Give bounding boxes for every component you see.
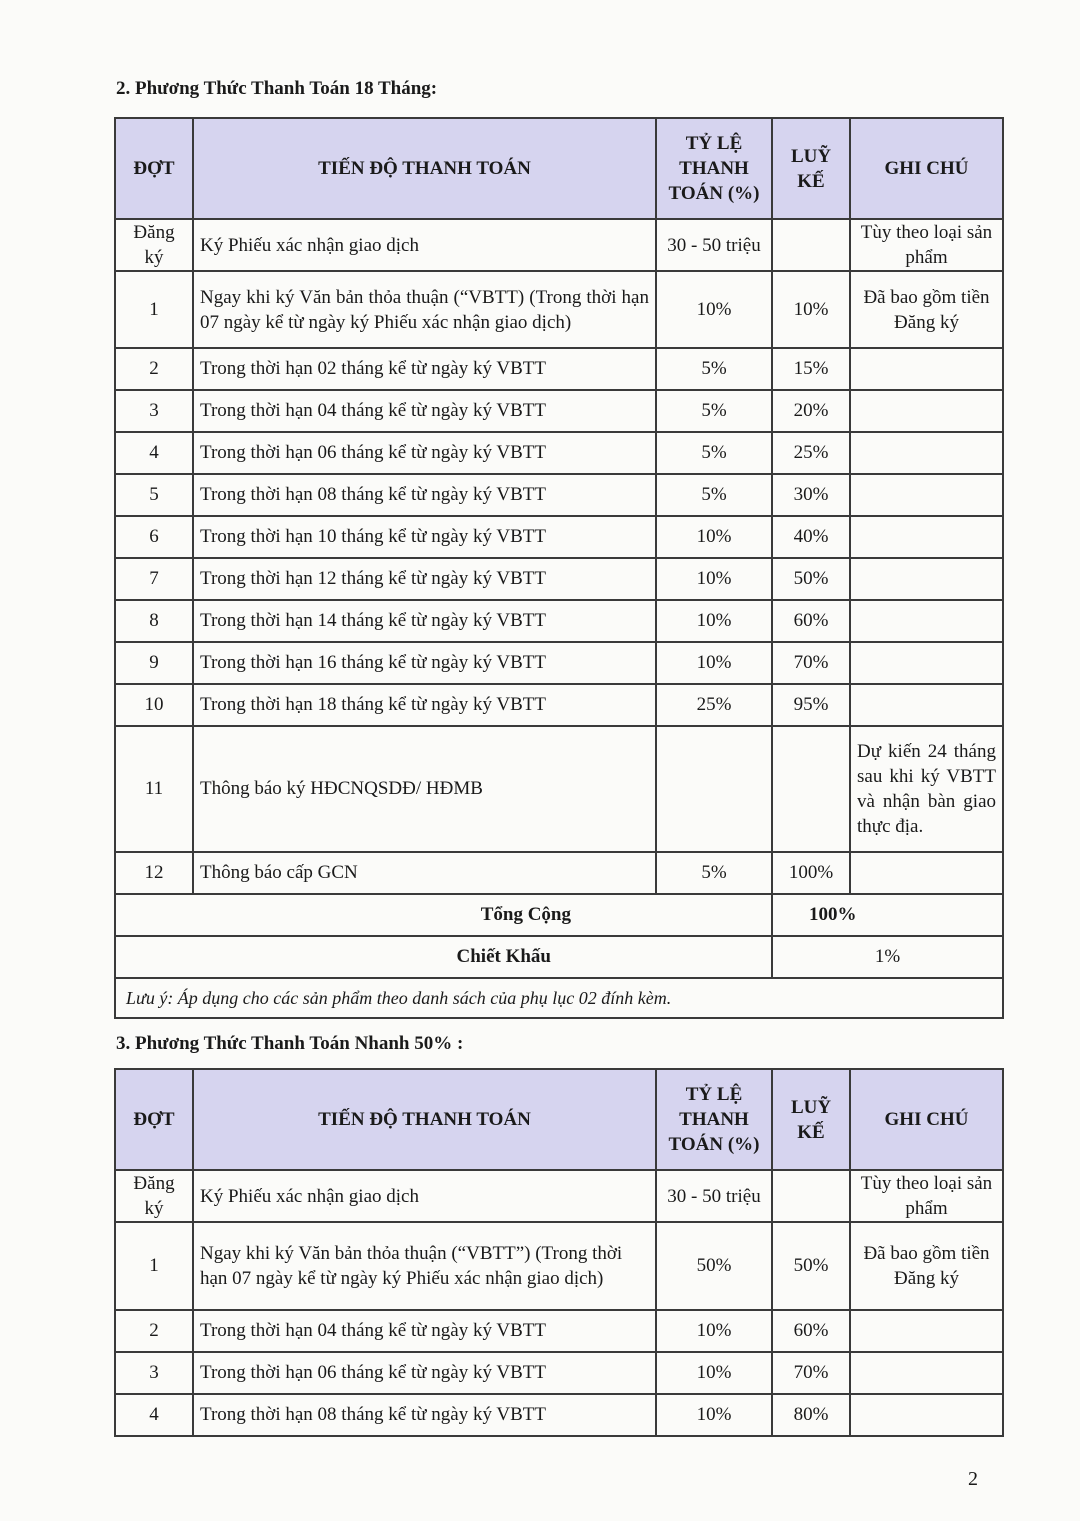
cell-luy-ke: 40% bbox=[772, 516, 850, 558]
cell-tien-do: Trong thời hạn 06 tháng kể từ ngày ký VBTT bbox=[193, 432, 656, 474]
cell-tien-do: Thông báo ký HĐCNQSDĐ/ HĐMB bbox=[193, 726, 656, 852]
cell-ghi-chu bbox=[850, 1352, 1003, 1394]
cell-ghi-chu: Tùy theo loại sản phẩm bbox=[850, 219, 1003, 271]
cell-ty-le: 5% bbox=[656, 390, 772, 432]
cell-dot: Đăng ký bbox=[115, 1170, 193, 1222]
cell-ty-le: 50% bbox=[656, 1222, 772, 1310]
cell-luy-ke: 30% bbox=[772, 474, 850, 516]
cell-ty-le: 10% bbox=[656, 516, 772, 558]
payment-table-18-months bbox=[114, 117, 1004, 1019]
cell-luy-ke: 95% bbox=[772, 684, 850, 726]
table-row bbox=[115, 1222, 1003, 1310]
header-ty-le: TỶ LỆ THANH TOÁN (%) bbox=[656, 118, 772, 219]
cell-tien-do: Trong thời hạn 18 tháng kể từ ngày ký VBTT bbox=[193, 684, 656, 726]
cell-ghi-chu bbox=[850, 852, 1003, 894]
cell-dot: 11 bbox=[115, 726, 193, 852]
cell-ty-le: 5% bbox=[656, 348, 772, 390]
cell-ty-le: 10% bbox=[656, 1310, 772, 1352]
discount-row bbox=[115, 936, 1003, 978]
cell-tien-do: Trong thời hạn 08 tháng kể từ ngày ký VBTT bbox=[193, 1394, 656, 1436]
table-row bbox=[115, 558, 1003, 600]
cell-ghi-chu bbox=[850, 600, 1003, 642]
cell-dot: 4 bbox=[115, 1394, 193, 1436]
table-row bbox=[115, 474, 1003, 516]
cell-ghi-chu bbox=[850, 558, 1003, 600]
table-row bbox=[115, 516, 1003, 558]
cell-tien-do: Trong thời hạn 02 tháng kể từ ngày ký VBTT bbox=[193, 348, 656, 390]
cell-tien-do: Trong thời hạn 12 tháng kể từ ngày ký VBTT bbox=[193, 558, 656, 600]
header-ghi-chu: GHI CHÚ bbox=[850, 118, 1003, 219]
cell-luy-ke bbox=[772, 1170, 850, 1222]
total-value: 100% bbox=[772, 894, 1003, 936]
section-2-title: 2. Phương Thức Thanh Toán 18 Tháng: bbox=[116, 78, 438, 99]
note-text: Lưu ý: Áp dụng cho các sản phẩm theo danh sách của phụ lục 02 đính kèm. bbox=[115, 978, 1003, 1018]
cell-ty-le: 10% bbox=[656, 271, 772, 348]
cell-ghi-chu: Đã bao gồm tiền Đăng ký bbox=[850, 271, 1003, 348]
note-row bbox=[115, 978, 1003, 1018]
cell-ghi-chu: Tùy theo loại sản phẩm bbox=[850, 1170, 1003, 1222]
table-row bbox=[115, 1394, 1003, 1436]
cell-dot: 1 bbox=[115, 271, 193, 348]
cell-luy-ke: 50% bbox=[772, 558, 850, 600]
header-dot: ĐỢT bbox=[115, 1069, 193, 1170]
table-header-row bbox=[115, 1069, 1003, 1170]
cell-luy-ke: 10% bbox=[772, 271, 850, 348]
discount-value: 1% bbox=[772, 936, 1003, 978]
cell-luy-ke: 80% bbox=[772, 1394, 850, 1436]
cell-tien-do: Trong thời hạn 04 tháng kể từ ngày ký VBTT bbox=[193, 1310, 656, 1352]
cell-luy-ke: 50% bbox=[772, 1222, 850, 1310]
cell-luy-ke: 60% bbox=[772, 600, 850, 642]
table-row bbox=[115, 432, 1003, 474]
table-row bbox=[115, 726, 1003, 852]
cell-luy-ke: 20% bbox=[772, 390, 850, 432]
header-dot: ĐỢT bbox=[115, 118, 193, 219]
cell-dot: 7 bbox=[115, 558, 193, 600]
cell-luy-ke: 70% bbox=[772, 642, 850, 684]
discount-label: Chiết Khấu bbox=[115, 936, 772, 978]
cell-luy-ke: 100% bbox=[772, 852, 850, 894]
table-row bbox=[115, 642, 1003, 684]
cell-tien-do: Trong thời hạn 08 tháng kể từ ngày ký VBTT bbox=[193, 474, 656, 516]
table-row bbox=[115, 1170, 1003, 1222]
cell-ty-le: 10% bbox=[656, 1394, 772, 1436]
table-row bbox=[115, 852, 1003, 894]
cell-ghi-chu bbox=[850, 1310, 1003, 1352]
cell-ghi-chu bbox=[850, 516, 1003, 558]
table-row bbox=[115, 348, 1003, 390]
table-row bbox=[115, 684, 1003, 726]
cell-ghi-chu bbox=[850, 642, 1003, 684]
header-tien-do: TIẾN ĐỘ THANH TOÁN bbox=[193, 118, 656, 219]
cell-dot: Đăng ký bbox=[115, 219, 193, 271]
cell-tien-do: Ngay khi ký Văn bản thỏa thuận (“VBTT) (Trong thời hạn 07 ngày kể từ ngày ký Phiếu xác nhận giao dịch) bbox=[193, 271, 656, 348]
cell-tien-do: Ngay khi ký Văn bản thỏa thuận (“VBTT”) (Trong thời hạn 07 ngày kể từ ngày ký Phiếu xác nhận giao dịch) bbox=[193, 1222, 656, 1310]
header-tien-do: TIẾN ĐỘ THANH TOÁN bbox=[193, 1069, 656, 1170]
cell-ghi-chu bbox=[850, 684, 1003, 726]
cell-dot: 4 bbox=[115, 432, 193, 474]
cell-dot: 10 bbox=[115, 684, 193, 726]
cell-tien-do: Ký Phiếu xác nhận giao dịch bbox=[193, 1170, 656, 1222]
cell-tien-do: Trong thời hạn 16 tháng kể từ ngày ký VBTT bbox=[193, 642, 656, 684]
table-row bbox=[115, 271, 1003, 348]
cell-ty-le: 5% bbox=[656, 852, 772, 894]
cell-ty-le: 10% bbox=[656, 1352, 772, 1394]
cell-ghi-chu bbox=[850, 348, 1003, 390]
cell-tien-do: Thông báo cấp GCN bbox=[193, 852, 656, 894]
cell-ty-le: 10% bbox=[656, 600, 772, 642]
table-header-row bbox=[115, 118, 1003, 219]
cell-luy-ke bbox=[772, 726, 850, 852]
cell-dot: 2 bbox=[115, 1310, 193, 1352]
cell-ty-le: 25% bbox=[656, 684, 772, 726]
cell-dot: 9 bbox=[115, 642, 193, 684]
cell-ghi-chu: Dự kiến 24 tháng sau khi ký VBTT và nhận bàn giao thực địa. bbox=[850, 726, 1003, 852]
cell-dot: 8 bbox=[115, 600, 193, 642]
table-row bbox=[115, 390, 1003, 432]
cell-luy-ke: 70% bbox=[772, 1352, 850, 1394]
cell-ty-le: 10% bbox=[656, 558, 772, 600]
table-row bbox=[115, 219, 1003, 271]
cell-dot: 3 bbox=[115, 390, 193, 432]
header-luy-ke: LUỸ KẾ bbox=[772, 118, 850, 219]
cell-ty-le bbox=[656, 726, 772, 852]
payment-table-fast-50 bbox=[114, 1068, 1004, 1437]
cell-ty-le: 10% bbox=[656, 642, 772, 684]
cell-dot: 6 bbox=[115, 516, 193, 558]
table-row bbox=[115, 600, 1003, 642]
cell-ghi-chu bbox=[850, 1394, 1003, 1436]
cell-tien-do: Ký Phiếu xác nhận giao dịch bbox=[193, 219, 656, 271]
header-luy-ke: LUỸ KẾ bbox=[772, 1069, 850, 1170]
cell-dot: 2 bbox=[115, 348, 193, 390]
cell-dot: 3 bbox=[115, 1352, 193, 1394]
table-row bbox=[115, 1310, 1003, 1352]
table-row bbox=[115, 1352, 1003, 1394]
cell-ty-le: 30 - 50 triệu bbox=[656, 219, 772, 271]
total-row bbox=[115, 894, 1003, 936]
cell-tien-do: Trong thời hạn 06 tháng kể từ ngày ký VBTT bbox=[193, 1352, 656, 1394]
cell-ty-le: 30 - 50 triệu bbox=[656, 1170, 772, 1222]
cell-ty-le: 5% bbox=[656, 474, 772, 516]
cell-dot: 1 bbox=[115, 1222, 193, 1310]
cell-tien-do: Trong thời hạn 10 tháng kể từ ngày ký VBTT bbox=[193, 516, 656, 558]
cell-ghi-chu bbox=[850, 432, 1003, 474]
total-label: Tổng Cộng bbox=[115, 894, 772, 936]
cell-luy-ke bbox=[772, 219, 850, 271]
page-number: 2 bbox=[968, 1468, 978, 1490]
cell-ghi-chu bbox=[850, 474, 1003, 516]
cell-dot: 12 bbox=[115, 852, 193, 894]
cell-tien-do: Trong thời hạn 04 tháng kể từ ngày ký VBTT bbox=[193, 390, 656, 432]
cell-luy-ke: 15% bbox=[772, 348, 850, 390]
cell-luy-ke: 60% bbox=[772, 1310, 850, 1352]
cell-luy-ke: 25% bbox=[772, 432, 850, 474]
header-ty-le: TỶ LỆ THANH TOÁN (%) bbox=[656, 1069, 772, 1170]
section-3-title: 3. Phương Thức Thanh Toán Nhanh 50% : bbox=[116, 1033, 464, 1054]
cell-ghi-chu: Đã bao gồm tiền Đăng ký bbox=[850, 1222, 1003, 1310]
header-ghi-chu: GHI CHÚ bbox=[850, 1069, 1003, 1170]
cell-ty-le: 5% bbox=[656, 432, 772, 474]
cell-tien-do: Trong thời hạn 14 tháng kể từ ngày ký VBTT bbox=[193, 600, 656, 642]
cell-dot: 5 bbox=[115, 474, 193, 516]
cell-ghi-chu bbox=[850, 390, 1003, 432]
